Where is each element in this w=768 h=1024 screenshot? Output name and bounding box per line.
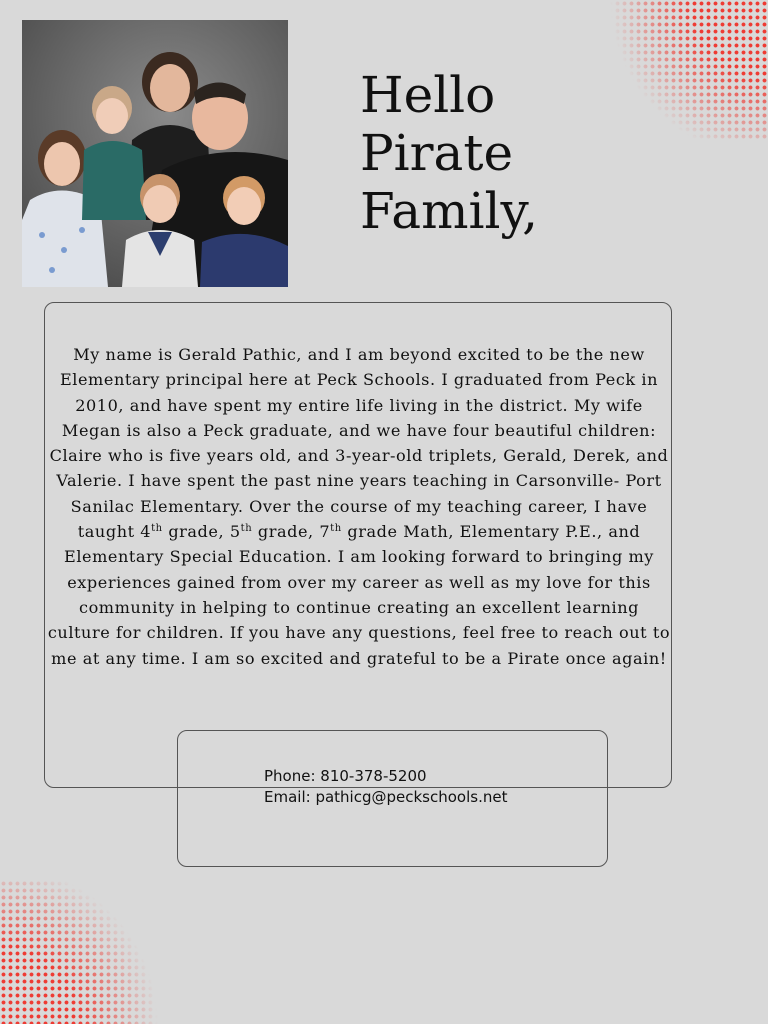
contact-email[interactable]: Email: pathicg@peckschools.net [264, 788, 508, 806]
letter-body [46, 342, 672, 671]
family-photo [22, 20, 288, 287]
contact-info [264, 766, 594, 808]
halftone-decoration-bottom-left [0, 880, 165, 1024]
ordinal-suffix-4th: th [151, 523, 163, 535]
letter-text-part-3: grade, 7 [252, 522, 331, 542]
greeting-heading [360, 66, 680, 240]
letter-text-part-4: grade Math, Elementary P.E., and Elementary Special Education. I am looking forward to bringing my experiences gained from over my career as well as my love for this community in helping to continue creating an excellent learning culture for children. If you have any questions, feel free to reach out to me at any time. I am so excited and grateful to be a Pirate once again! [47, 522, 671, 668]
greeting-line-2: Pirate [360, 124, 514, 182]
ordinal-suffix-7th: th [330, 523, 342, 535]
letter-text-part-1: My name is Gerald Pathic, and I am beyond excited to be the new Elementary principal here at Peck Schools. I graduated from Peck in 2010, and have spent my entire life living in the district. My wife Megan is also a Peck graduate, and we have four beautiful children: Claire who is five years old, and 3-year-old triplets, Gerald, Derek, and Valerie. I have spent the past nine years teaching in Carsonville- Port Sanilac Elementary. Over the course of my teaching career, I have taught 4 [49, 345, 669, 542]
letter-text-part-2: grade, 5 [162, 522, 241, 542]
greeting-line-1: Hello [360, 66, 496, 124]
contact-phone: Phone: 810-378-5200 [264, 767, 427, 785]
ordinal-suffix-5th: th [240, 523, 253, 535]
greeting-line-3: Family, [360, 182, 539, 240]
